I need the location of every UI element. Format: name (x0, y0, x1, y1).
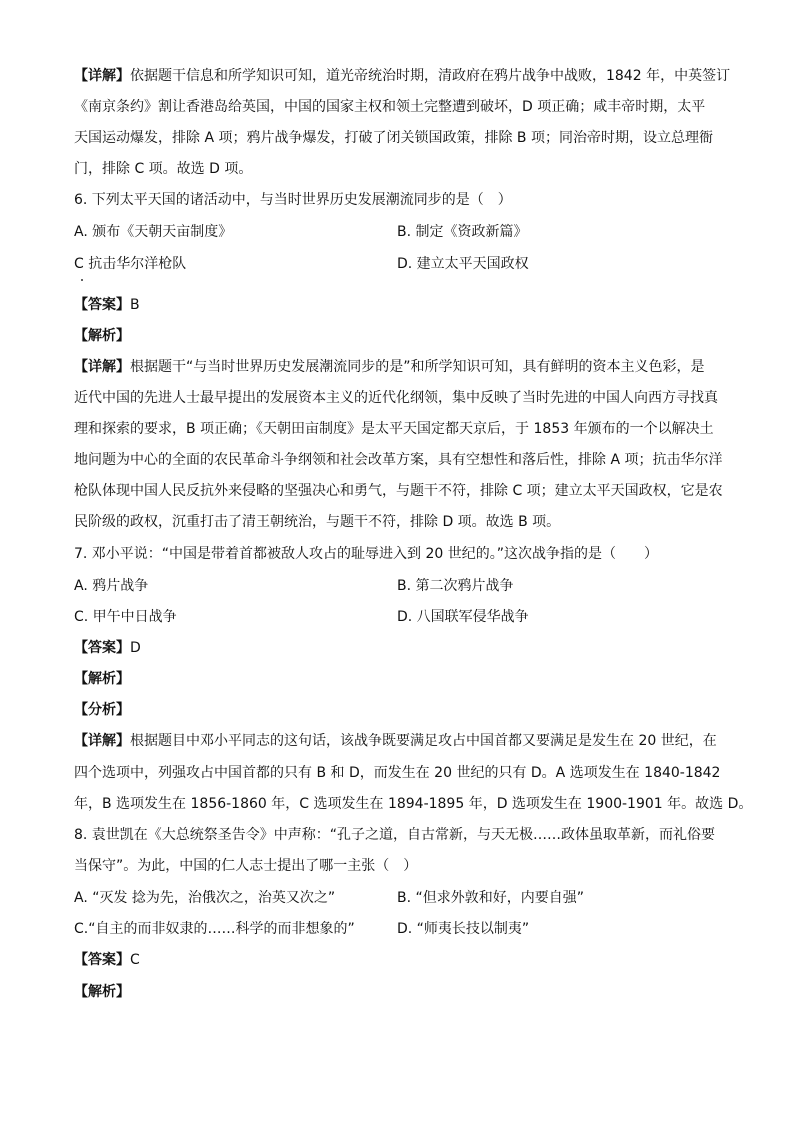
q6-stem: 6. 下列太平天国的诸活动中，与当时世界历史发展潮流同步的是（ ） (74, 192, 512, 208)
q6-answer (74, 295, 724, 315)
q8-option-a: A. “灭发 捻为先，治俄次之，治英又次之” (74, 890, 336, 906)
q7-stem: 7. 邓小平说：“中国是带着首都被敌人攻占的耻辱进入到 20 世纪的。”这次战争指的是（ ） (74, 546, 659, 562)
q7-analysis-tag: 【解析】 (74, 671, 130, 687)
answer-tag: 【答案】 (74, 640, 130, 656)
q5-detail-line-3: 天国运动爆发，排除 A 项；鸦片战争爆发，打破了闭关锁国政策，排除 B 项；同治帝时期，设立总理衙 (74, 130, 713, 146)
detail-tag: 【详解】 (74, 68, 130, 84)
q8-answer (74, 950, 724, 970)
q8-analysis-tag: 【解析】 (74, 984, 130, 1000)
q7-option-c: C. 甲午中日战争 (74, 609, 177, 625)
q8-option-d: D. “师夷长技以制夷” (397, 921, 530, 937)
q6-analysis-tag: 【解析】 (74, 328, 130, 344)
q8-stem-line-2: 当保守”。为此，中国的仁人志士提出了哪一主张（ ） (74, 858, 418, 874)
q7-detail-line-3: 年，B 选项发生在 1856-1860 年，C 选项发生在 1894-1895 年，D 选项发生在 1900-1901 年。故选 D。 (74, 796, 753, 812)
stray-dot-mark (81, 279, 83, 281)
detail-tag: 【详解】 (74, 359, 130, 375)
detail-tag: 【详解】 (74, 733, 130, 749)
q6-detail-line-4: 地问题为中心的全面的农民革命斗争纲领和社会改革方案，具有空想性和落后性，排除 A 项；抗击华尔洋 (74, 452, 723, 468)
q7-option-d: D. 八国联军侵华战争 (397, 609, 529, 625)
q7-option-a: A. 鸦片战争 (74, 578, 149, 594)
q7-answer (74, 638, 724, 658)
q7-fenxi-tag: 【分析】 (74, 702, 130, 718)
answer-value: C (130, 952, 140, 968)
q6-option-b: B. 制定《资政新篇》 (397, 224, 528, 240)
q7-detail-line-1: 【详解】根据题目中邓小平同志的这句话，该战争既要满足攻占中国首都又要满足是发生在 20 世纪，在 (74, 733, 717, 749)
q8-option-b: B. “但求外敦和好，内要自强” (397, 890, 585, 906)
q6-detail-line-6: 民阶级的政权，沉重打击了清王朝统治，与题干不符，排除 D 项。故选 B 项。 (74, 514, 561, 530)
q6-option-a: A. 颁布《天朝天亩制度》 (74, 224, 233, 240)
q6-detail-line-5: 枪队体现中国人民反抗外来侵略的坚强决心和勇气，与题干不符，排除 C 项；建立太平天国政权，它是农 (74, 483, 723, 499)
answer-value: B (130, 297, 140, 313)
q8-option-c: C.“自主的而非奴隶的……科学的而非想象的” (74, 921, 355, 937)
q6-detail-line-2: 近代中国的先进人士最早提出的发展资本主义的近代化纲领，集中反映了当时先进的中国人向西方寻找真 (74, 390, 718, 406)
q7-detail-line-2: 四个选项中，列强攻占中国首都的只有 B 和 D，而发生在 20 世纪的只有 D。A 选项发生在 1840-1842 (74, 765, 721, 781)
q6-detail-line-1: 【详解】根据题干“与当时世界历史发展潮流同步的是”和所学知识可知，具有鲜明的资本主义色彩，是 (74, 359, 705, 375)
q6-option-d: D. 建立太平天国政权 (397, 256, 529, 272)
q5-detail-line-1: 【详解】依据题干信息和所学知识可知，道光帝统治时期，清政府在鸦片战争中战败，1842 年，中英签订 (74, 68, 731, 84)
q5-detail-line-4: 门，排除 C 项。故选 D 项。 (74, 161, 253, 177)
q8-stem-line-1: 8. 袁世凯在《大总统祭圣告令》中声称：“孔子之道，自古常新，与天无极……政体虽取革新，而礼俗要 (74, 827, 716, 843)
q6-detail-line-3: 理和探索的要求，B 项正确；《天朝田亩制度》是太平天国定都天京后，于 1853 年颁布的一个以解决土 (74, 421, 714, 437)
q6-option-c: C 抗击华尔洋枪队 (74, 256, 187, 272)
q7-option-b: B. 第二次鸦片战争 (397, 578, 514, 594)
answer-tag: 【答案】 (74, 952, 130, 968)
answer-value: D (130, 640, 141, 656)
q5-detail-line-2: 《南京条约》割让香港岛给英国，中国的国家主权和领土完整遭到破坏，D 项正确；咸丰帝时期，太平 (74, 99, 706, 115)
answer-tag: 【答案】 (74, 297, 130, 313)
